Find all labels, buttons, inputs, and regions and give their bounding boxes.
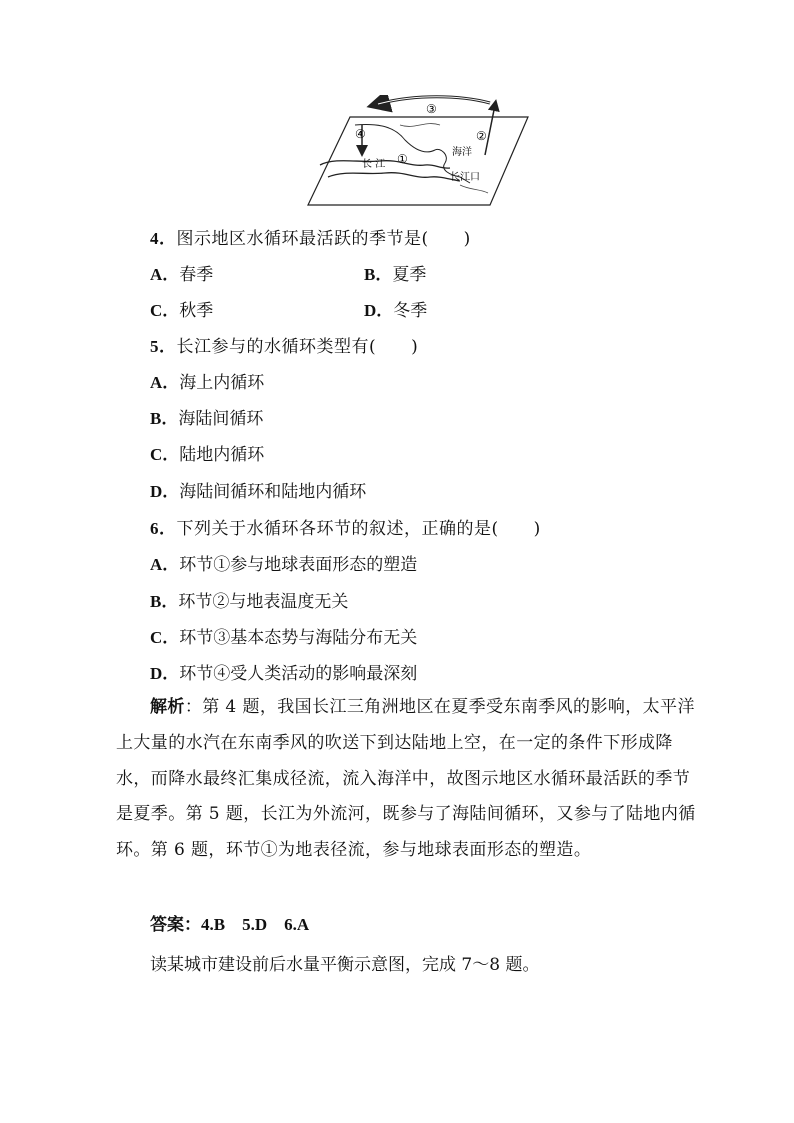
option-text: 秋季 <box>179 301 214 321</box>
river-lower-bank <box>328 173 460 181</box>
shore-line <box>460 185 488 193</box>
label-step-1: ① <box>397 152 408 166</box>
question-text: 图示地区水循环最活跃的季节是( ) <box>176 229 471 249</box>
question-5 <box>150 332 418 357</box>
option-letter: B． <box>364 265 393 284</box>
question-text: 长江参与的水循环类型有( ) <box>176 337 419 357</box>
option-5c <box>150 440 264 465</box>
option-4d <box>364 296 427 321</box>
question-text: 下列关于水循环各环节的叙述，正确的是( ) <box>176 519 541 539</box>
analysis-label: 解析 <box>150 697 185 717</box>
question-4 <box>150 224 471 249</box>
analysis-colon: ： <box>184 697 203 717</box>
option-text: 陆地内循环 <box>179 445 265 465</box>
option-letter: D． <box>150 482 180 501</box>
option-4b <box>364 260 426 285</box>
option-6d <box>150 659 417 684</box>
question-number: 6． <box>150 519 177 538</box>
option-text: 环节①参与地球表面形态的塑造 <box>179 555 418 575</box>
question-number: 5． <box>150 337 177 356</box>
option-text: 海陆间循环和陆地内循环 <box>179 482 367 502</box>
option-letter: C． <box>150 445 180 464</box>
option-letter: D． <box>364 301 394 320</box>
option-letter: C． <box>150 628 180 647</box>
yangtze-water-cycle-figure <box>300 95 535 210</box>
option-letter: A． <box>150 373 180 392</box>
label-river: 长 江 <box>362 159 386 170</box>
option-letter: B． <box>150 409 179 428</box>
option-letter: A． <box>150 265 180 284</box>
option-6a <box>150 550 417 575</box>
option-text: 环节④受人类活动的影响最深刻 <box>179 664 418 684</box>
option-4a <box>150 260 213 285</box>
water-cycle-diagram <box>300 95 535 210</box>
answer-colon: ： <box>184 915 201 935</box>
option-5b <box>150 404 263 429</box>
answer-label: 答案 <box>150 915 184 935</box>
option-text: 海陆间循环 <box>178 409 264 429</box>
terrain-line <box>400 124 440 127</box>
option-4c <box>150 296 213 321</box>
answer-text: 4.B 5.D 6.A <box>201 915 310 934</box>
option-6b <box>150 587 348 612</box>
label-estuary: 长江口 <box>450 172 480 183</box>
option-letter: B． <box>150 592 179 611</box>
option-5a <box>150 368 264 393</box>
option-text: 环节②与地表温度无关 <box>178 592 349 612</box>
question-number: 4． <box>150 229 177 248</box>
option-letter: C． <box>150 301 180 320</box>
option-text: 海上内循环 <box>179 373 265 393</box>
label-step-3: ③ <box>426 102 437 116</box>
label-ocean: 海洋 <box>452 147 472 158</box>
analysis-text: 第 4 题，我国长江三角洲地区在夏季受东南季风的影响，太平洋上大量的水汽在东南季风的吹送下到达陆地上空，在一定的条件下形成降水，而降水最终汇集成径流，流入海洋中，故图示地区水循环最活跃的季节是夏季。第 5 题，长江为外流河，既参与了海陆间循环，又参与了陆地内循环。第 6 题，环节①为地表径流，参与地球表面形态的塑造。 <box>116 697 696 861</box>
next-question-intro: 读某城市建设前后水量平衡示意图，完成 7～8 题。 <box>150 955 540 975</box>
option-letter: A． <box>150 555 180 574</box>
option-6c <box>150 623 417 648</box>
question-6 <box>150 514 541 539</box>
answer-line <box>150 910 309 935</box>
option-text: 夏季 <box>392 265 427 285</box>
option-letter: D． <box>150 664 180 683</box>
option-text: 环节③基本态势与海陆分布无关 <box>179 628 418 648</box>
label-step-2: ② <box>476 129 487 143</box>
option-text: 春季 <box>179 265 214 285</box>
option-5d <box>150 477 366 502</box>
label-step-4: ④ <box>355 127 366 141</box>
option-text: 冬季 <box>393 301 428 321</box>
analysis-paragraph <box>116 690 696 869</box>
